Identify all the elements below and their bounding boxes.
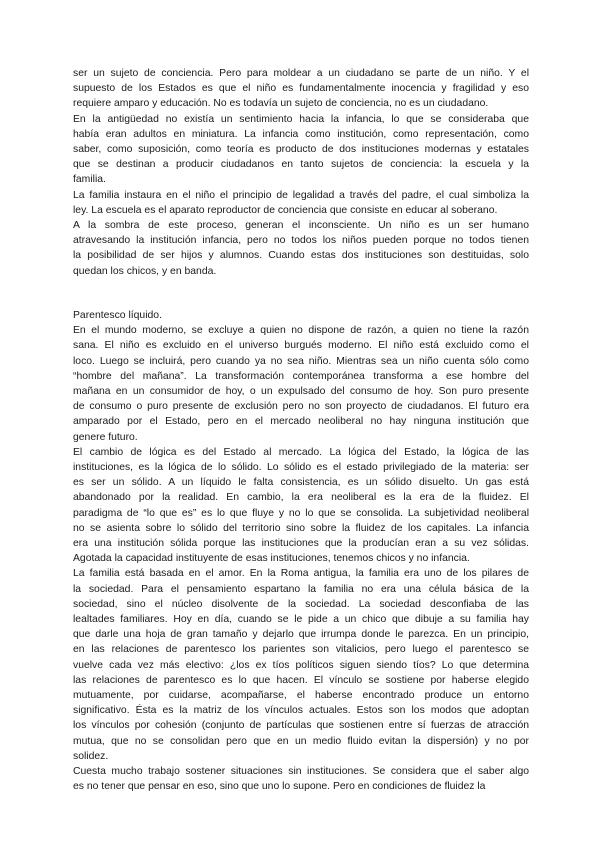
text-line: era una institución sólida porque las instituciones que la producían eran a su vez sólidas. — [73, 538, 529, 550]
text-line: atravesando la institución infancia, pero no todos los niños pueden porque no todos tienen — [73, 235, 529, 247]
text-line: mutuamente, por cuidarse, acompañarse, el haberse encontrado produce un entorno — [73, 690, 529, 702]
text-line: En el mundo moderno, se excluye a quien no dispone de razón, a quien no tiene la razón — [73, 325, 529, 337]
text-line: supuesto de los Estados es que el niño es fundamentalmente inocencia y fragilidad y eso — [73, 83, 529, 95]
text-line: En la antigüedad no existía un sentimiento hacia la infancia, lo que se consideraba que — [73, 113, 529, 125]
text-line: de consumo o puro presente de exclusión pero no son proyecto de ciudadanos. El futuro era — [73, 401, 529, 413]
text-line: lealtades familiares. Hoy en día, cuando se le pide a un chico que dibuje a su familia hay — [73, 614, 529, 626]
text-line: familia. — [73, 174, 106, 186]
text-line: sociedad, sino el núcleo disolvente de la sociedad. La sociedad desconfiaba de las — [73, 598, 529, 610]
text-line: es no tener que pensar en eso, sino que uno lo supone. Pero en condiciones de fluidez la — [73, 781, 486, 793]
text-line: que se destinan a producir ciudadanos en tanto sujetos de conciencia: la escuela y la — [73, 159, 529, 171]
text-line: solidez. — [73, 750, 109, 762]
text-line: Parentesco líquido. — [73, 310, 162, 321]
text-line: había eran adultos en miniatura. La infancia como institución, como representación, como — [73, 128, 529, 140]
text-line: vuelve cada vez más electivo: ¿los ex tíos políticos siguen siendo tíos? Lo que determina — [73, 659, 529, 671]
text-line: Cuesta mucho trabajo sostener situaciones sin instituciones. Se considera que el saber algo — [73, 766, 529, 778]
text-line: saber, como suposición, como teoría es producto de dos instituciones modernas y estatales — [73, 144, 529, 156]
text-line: Agotada la capacidad instituyente de esas instituciones, tenemos chicos y no infancia. — [73, 553, 470, 565]
text-line: mutua, que no se consolidan pero que en un medio fluido evitan la dispersión) y no por — [73, 735, 529, 747]
text-line: significativo. Ésta es la matriz de los vínculos actuales. Estos son los modos que adoptan — [73, 705, 529, 717]
text-line: ley. La escuela es el aparato reproductor de conciencia que consiste en educar al soberano. — [73, 204, 498, 216]
text-line: El cambio de lógica es del Estado al mercado. La lógica del Estado, la lógica de las — [73, 446, 529, 458]
text-line: mañana en un consumidor de hoy, o un expulsado del consumo de hoy. Son puro presente — [73, 386, 529, 398]
text-line: abandonado por la realidad. En cambio, la era neoliberal es la era de la fluidez. El — [73, 492, 529, 504]
text-line: “hombre del mañana”. La transformación contemporánea transforma a ese hombre del — [73, 370, 529, 382]
text-line: quedan los chicos, y en banda. — [73, 265, 217, 277]
paragraph-block-parentesco-liquido — [73, 308, 529, 795]
text-line: no se asienta sobre lo sólido del territorio sino sobre la fluidez de los capitales. La infancia — [73, 522, 529, 534]
text-line: en las relaciones de parentesco los parientes son vitalicios, pero luego el parentesco se — [73, 644, 529, 656]
text-line: amparado por el Estado, pero en el mercado neoliberal no hay ninguna institución que — [73, 416, 529, 428]
text-line: las relaciones de parentesco es lo que hacen. El vínculo se sostiene por haberse elegido — [73, 674, 529, 686]
text-line: La familia instaura en el niño el principio de legalidad a través del padre, el cual simboliza la — [73, 189, 529, 201]
text-line: instituciones, es la lógica de lo sólido. Lo sólido es el estado privilegiado de la materia: ser — [73, 462, 529, 474]
paragraph-block-infancia — [73, 66, 529, 279]
text-line: requiere amparo y educación. No es todavía un sujeto de conciencia, no es un ciudadano. — [73, 98, 489, 110]
text-line: genere futuro. — [73, 431, 138, 443]
text-line: ser un sujeto de conciencia. Pero para moldear a un ciudadano se parte de un niño. Y el — [73, 68, 529, 79]
text-line: A la sombra de este proceso, generan el inconsciente. Un niño es un ser humano — [73, 220, 529, 232]
text-line: la sociedad. Para el pensamiento espartano la familia no era una célula básica de la — [73, 583, 529, 595]
text-line: paradigma de “lo que es” es lo que fluye y no lo que se consolida. La subjetividad neoliberal — [73, 507, 529, 519]
text-line: que darle una hoja de gran tamaño y dejarlo que irrumpa donde le parezca. En un principio, — [73, 629, 529, 641]
text-line: La familia está basada en el amor. En la Roma antigua, la familia era uno de los pilares de — [73, 568, 529, 580]
text-line: la posibilidad de ser hijos y alumnos. Cuando estas dos instituciones son destituidas, solo — [73, 250, 529, 262]
text-line: es ser un sólido. A un líquido le falta consistencia, es un sólido disuelto. Un gas está — [73, 477, 529, 489]
text-line: los vínculos por cohesión (conjunto de partículas que sostienen entre sí fuerzas de atracción — [73, 720, 529, 732]
text-line: loco. Luego se incluirá, pero cuando ya no sea niño. Mientras sea un niño cuenta sólo como — [73, 355, 529, 367]
text-line: sana. El niño es excluido en el universo burgués moderno. El niño está excluido como el — [73, 340, 529, 352]
